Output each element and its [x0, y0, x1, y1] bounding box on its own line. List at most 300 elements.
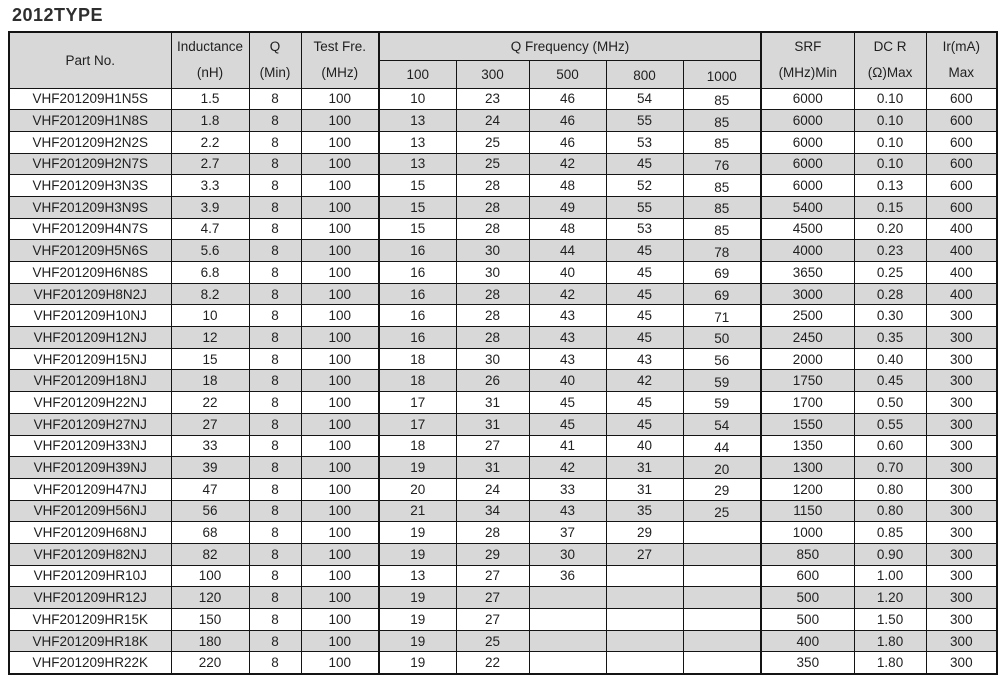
- cell-part_no: VHF201209HR22K: [9, 652, 171, 674]
- cell-ir: 400: [926, 262, 997, 284]
- cell-q100: 18: [379, 370, 456, 392]
- cell-ir: 600: [926, 110, 997, 132]
- header-dc-r-line1: DC R: [873, 39, 907, 55]
- cell-part_no: VHF201209H47NJ: [9, 478, 171, 500]
- cell-q300: 27: [456, 435, 529, 457]
- cell-q800: 35: [606, 500, 683, 522]
- table-row: [9, 262, 997, 284]
- cell-q1000: 85: [683, 175, 761, 197]
- header-ir-line1: Ir(mA): [942, 39, 981, 55]
- header-q500: 500: [529, 60, 606, 88]
- cell-inductance: 220: [171, 652, 249, 674]
- cell-q800: [606, 587, 683, 609]
- table-row: [9, 435, 997, 457]
- cell-part_no: VHF201209H12NJ: [9, 327, 171, 349]
- cell-q500: 43: [529, 348, 606, 370]
- cell-q500: 37: [529, 522, 606, 544]
- cell-test_fre: 100: [301, 175, 379, 197]
- cell-part_no: VHF201209H33NJ: [9, 435, 171, 457]
- cell-q1000: 56: [683, 348, 761, 370]
- cell-srf: 850: [761, 543, 854, 565]
- cell-q_min: 8: [249, 630, 301, 652]
- cell-test_fre: 100: [301, 110, 379, 132]
- table-row: [9, 305, 997, 327]
- header-inductance-line2: (nH): [196, 65, 224, 81]
- cell-q300: 25: [456, 131, 529, 153]
- cell-q1000: 20: [683, 457, 761, 479]
- cell-q100: 17: [379, 392, 456, 414]
- cell-test_fre: 100: [301, 500, 379, 522]
- cell-srf: 1300: [761, 457, 854, 479]
- cell-q800: 45: [606, 305, 683, 327]
- cell-dcr: 1.50: [854, 609, 926, 631]
- cell-inductance: 39: [171, 457, 249, 479]
- cell-srf: 3000: [761, 283, 854, 305]
- cell-q_min: 8: [249, 543, 301, 565]
- cell-q100: 16: [379, 262, 456, 284]
- cell-q500: 33: [529, 478, 606, 500]
- cell-q100: 13: [379, 131, 456, 153]
- cell-test_fre: 100: [301, 327, 379, 349]
- cell-inductance: 47: [171, 478, 249, 500]
- cell-srf: 400: [761, 630, 854, 652]
- cell-q500: 46: [529, 110, 606, 132]
- cell-part_no: VHF201209H22NJ: [9, 392, 171, 414]
- cell-q800: 40: [606, 435, 683, 457]
- table-row: [9, 370, 997, 392]
- cell-q_min: 8: [249, 175, 301, 197]
- cell-inductance: 120: [171, 587, 249, 609]
- cell-q_min: 8: [249, 283, 301, 305]
- cell-inductance: 6.8: [171, 262, 249, 284]
- cell-q500: 40: [529, 262, 606, 284]
- cell-q_min: 8: [249, 327, 301, 349]
- cell-q800: 45: [606, 240, 683, 262]
- cell-q500: 48: [529, 218, 606, 240]
- cell-q1000: [683, 522, 761, 544]
- cell-srf: 5400: [761, 196, 854, 218]
- cell-q300: 30: [456, 348, 529, 370]
- cell-q300: 28: [456, 218, 529, 240]
- cell-dcr: 0.10: [854, 88, 926, 110]
- cell-dcr: 0.60: [854, 435, 926, 457]
- cell-inductance: 12: [171, 327, 249, 349]
- cell-dcr: 0.30: [854, 305, 926, 327]
- cell-q500: 42: [529, 153, 606, 175]
- cell-part_no: VHF201209HR10J: [9, 565, 171, 587]
- cell-q100: 19: [379, 543, 456, 565]
- cell-ir: 300: [926, 522, 997, 544]
- table-row: [9, 587, 997, 609]
- table-row: [9, 392, 997, 414]
- header-dc-r-line2: (Ω)Max: [867, 65, 913, 81]
- cell-q500: 30: [529, 543, 606, 565]
- cell-q_min: 8: [249, 609, 301, 631]
- cell-q800: 45: [606, 392, 683, 414]
- cell-q1000: 25: [683, 500, 761, 522]
- cell-srf: 1200: [761, 478, 854, 500]
- table-row: [9, 652, 997, 674]
- cell-q1000: 50: [683, 327, 761, 349]
- table-row: [9, 413, 997, 435]
- cell-q1000: 85: [683, 218, 761, 240]
- cell-test_fre: 100: [301, 240, 379, 262]
- cell-inductance: 8.2: [171, 283, 249, 305]
- cell-q300: 28: [456, 305, 529, 327]
- table-row: [9, 153, 997, 175]
- cell-part_no: VHF201209H6N8S: [9, 262, 171, 284]
- cell-srf: 1150: [761, 500, 854, 522]
- cell-test_fre: 100: [301, 565, 379, 587]
- cell-inductance: 100: [171, 565, 249, 587]
- cell-q300: 28: [456, 283, 529, 305]
- cell-q_min: 8: [249, 88, 301, 110]
- header-srf-line2: (MHz)Min: [778, 65, 838, 81]
- cell-q_min: 8: [249, 153, 301, 175]
- table-row: [9, 240, 997, 262]
- cell-dcr: 0.28: [854, 283, 926, 305]
- cell-dcr: 0.10: [854, 110, 926, 132]
- cell-dcr: 0.40: [854, 348, 926, 370]
- cell-test_fre: 100: [301, 435, 379, 457]
- cell-test_fre: 100: [301, 652, 379, 674]
- cell-q500: 45: [529, 413, 606, 435]
- cell-q800: 31: [606, 457, 683, 479]
- cell-part_no: VHF201209H8N2J: [9, 283, 171, 305]
- cell-q_min: 8: [249, 262, 301, 284]
- cell-dcr: 0.13: [854, 175, 926, 197]
- table-row: [9, 522, 997, 544]
- cell-part_no: VHF201209H18NJ: [9, 370, 171, 392]
- cell-ir: 600: [926, 131, 997, 153]
- cell-q500: [529, 609, 606, 631]
- cell-inductance: 4.7: [171, 218, 249, 240]
- cell-q500: [529, 630, 606, 652]
- cell-srf: 6000: [761, 88, 854, 110]
- cell-q100: 18: [379, 435, 456, 457]
- cell-q500: [529, 587, 606, 609]
- cell-ir: 300: [926, 413, 997, 435]
- cell-test_fre: 100: [301, 609, 379, 631]
- cell-q_min: 8: [249, 457, 301, 479]
- header-srf: [761, 32, 854, 88]
- cell-test_fre: 100: [301, 153, 379, 175]
- cell-q500: 43: [529, 327, 606, 349]
- cell-q800: [606, 652, 683, 674]
- cell-srf: 6000: [761, 110, 854, 132]
- cell-q_min: 8: [249, 565, 301, 587]
- cell-q800: 45: [606, 283, 683, 305]
- cell-test_fre: 100: [301, 522, 379, 544]
- table-body: [9, 88, 997, 674]
- cell-q500: 46: [529, 88, 606, 110]
- cell-ir: 300: [926, 565, 997, 587]
- cell-q100: 19: [379, 522, 456, 544]
- cell-inductance: 22: [171, 392, 249, 414]
- cell-ir: 300: [926, 478, 997, 500]
- cell-q_min: 8: [249, 587, 301, 609]
- cell-q_min: 8: [249, 196, 301, 218]
- cell-q500: 36: [529, 565, 606, 587]
- cell-q800: 52: [606, 175, 683, 197]
- cell-srf: 1550: [761, 413, 854, 435]
- cell-q100: 16: [379, 283, 456, 305]
- cell-srf: 4500: [761, 218, 854, 240]
- header-q-min-line1: Q: [269, 39, 281, 55]
- cell-q1000: 85: [683, 196, 761, 218]
- cell-srf: 1700: [761, 392, 854, 414]
- cell-q800: 45: [606, 327, 683, 349]
- table-row: [9, 348, 997, 370]
- cell-srf: 4000: [761, 240, 854, 262]
- cell-q100: 19: [379, 630, 456, 652]
- cell-q1000: 54: [683, 413, 761, 435]
- header-q-frequency-group: Q Frequency (MHz): [379, 32, 761, 60]
- header-test-fre-line1: Test Fre.: [313, 39, 366, 55]
- cell-q100: 18: [379, 348, 456, 370]
- table-row: [9, 283, 997, 305]
- cell-q300: 23: [456, 88, 529, 110]
- cell-q300: 25: [456, 630, 529, 652]
- cell-part_no: VHF201209H10NJ: [9, 305, 171, 327]
- cell-q_min: 8: [249, 218, 301, 240]
- cell-q300: 34: [456, 500, 529, 522]
- cell-ir: 300: [926, 587, 997, 609]
- cell-q1000: 85: [683, 110, 761, 132]
- cell-ir: 600: [926, 153, 997, 175]
- header-srf-line1: SRF: [794, 39, 822, 55]
- cell-q1000: [683, 609, 761, 631]
- cell-q_min: 8: [249, 305, 301, 327]
- cell-srf: 6000: [761, 131, 854, 153]
- cell-ir: 300: [926, 392, 997, 414]
- cell-test_fre: 100: [301, 305, 379, 327]
- cell-q300: 25: [456, 153, 529, 175]
- cell-q500: 46: [529, 131, 606, 153]
- cell-q800: 31: [606, 478, 683, 500]
- cell-part_no: VHF201209H2N2S: [9, 131, 171, 153]
- cell-srf: 500: [761, 609, 854, 631]
- cell-inductance: 33: [171, 435, 249, 457]
- header-q-min: [249, 32, 301, 88]
- cell-ir: 300: [926, 457, 997, 479]
- cell-q1000: 59: [683, 392, 761, 414]
- header-ir-line2: Max: [948, 65, 975, 81]
- cell-dcr: 1.80: [854, 630, 926, 652]
- cell-inductance: 15: [171, 348, 249, 370]
- cell-test_fre: 100: [301, 283, 379, 305]
- cell-q800: 55: [606, 110, 683, 132]
- cell-ir: 300: [926, 630, 997, 652]
- cell-q500: 43: [529, 305, 606, 327]
- cell-ir: 300: [926, 370, 997, 392]
- cell-q300: 30: [456, 262, 529, 284]
- cell-q_min: 8: [249, 370, 301, 392]
- cell-part_no: VHF201209HR12J: [9, 587, 171, 609]
- cell-q800: 55: [606, 196, 683, 218]
- cell-q300: 30: [456, 240, 529, 262]
- cell-q500: 43: [529, 500, 606, 522]
- cell-srf: 2500: [761, 305, 854, 327]
- cell-q800: 29: [606, 522, 683, 544]
- cell-q300: 24: [456, 478, 529, 500]
- cell-inductance: 5.6: [171, 240, 249, 262]
- cell-q1000: 71: [683, 305, 761, 327]
- header-q100: 100: [379, 60, 456, 88]
- cell-q100: 15: [379, 196, 456, 218]
- cell-q800: [606, 630, 683, 652]
- cell-test_fre: 100: [301, 131, 379, 153]
- cell-srf: 2450: [761, 327, 854, 349]
- cell-q800: 54: [606, 88, 683, 110]
- cell-q_min: 8: [249, 240, 301, 262]
- cell-test_fre: 100: [301, 196, 379, 218]
- cell-ir: 300: [926, 348, 997, 370]
- cell-inductance: 10: [171, 305, 249, 327]
- cell-part_no: VHF201209H82NJ: [9, 543, 171, 565]
- cell-srf: 1350: [761, 435, 854, 457]
- cell-ir: 300: [926, 543, 997, 565]
- cell-test_fre: 100: [301, 457, 379, 479]
- cell-q_min: 8: [249, 348, 301, 370]
- cell-q100: 19: [379, 652, 456, 674]
- cell-q100: 20: [379, 478, 456, 500]
- table-row: [9, 565, 997, 587]
- page-title: 2012TYPE: [12, 5, 104, 25]
- cell-q1000: 59: [683, 370, 761, 392]
- cell-q1000: 69: [683, 283, 761, 305]
- cell-inductance: 82: [171, 543, 249, 565]
- cell-dcr: 0.15: [854, 196, 926, 218]
- cell-srf: 350: [761, 652, 854, 674]
- cell-q300: 28: [456, 175, 529, 197]
- cell-q500: 45: [529, 392, 606, 414]
- cell-q300: 22: [456, 652, 529, 674]
- cell-q500: 42: [529, 283, 606, 305]
- cell-dcr: 0.10: [854, 131, 926, 153]
- cell-ir: 300: [926, 609, 997, 631]
- cell-dcr: 0.20: [854, 218, 926, 240]
- cell-ir: 400: [926, 218, 997, 240]
- cell-q300: 27: [456, 587, 529, 609]
- cell-inductance: 3.9: [171, 196, 249, 218]
- cell-srf: 1750: [761, 370, 854, 392]
- cell-q1000: 78: [683, 240, 761, 262]
- cell-q100: 19: [379, 457, 456, 479]
- cell-ir: 600: [926, 88, 997, 110]
- cell-q500: 40: [529, 370, 606, 392]
- cell-inductance: 2.7: [171, 153, 249, 175]
- cell-test_fre: 100: [301, 543, 379, 565]
- table-row: [9, 609, 997, 631]
- cell-test_fre: 100: [301, 587, 379, 609]
- header-part-no: Part No.: [9, 32, 171, 88]
- header-q300: 300: [456, 60, 529, 88]
- cell-q300: 26: [456, 370, 529, 392]
- cell-inductance: 150: [171, 609, 249, 631]
- cell-dcr: 0.23: [854, 240, 926, 262]
- cell-q1000: 76: [683, 153, 761, 175]
- cell-q300: 27: [456, 609, 529, 631]
- cell-q300: 29: [456, 543, 529, 565]
- cell-inductance: 2.2: [171, 131, 249, 153]
- cell-q300: 31: [456, 413, 529, 435]
- cell-q1000: [683, 630, 761, 652]
- cell-q1000: 44: [683, 435, 761, 457]
- cell-q_min: 8: [249, 522, 301, 544]
- cell-dcr: 1.80: [854, 652, 926, 674]
- header-q-min-line2: (Min): [259, 65, 291, 81]
- cell-dcr: 0.25: [854, 262, 926, 284]
- cell-inductance: 180: [171, 630, 249, 652]
- cell-q500: 44: [529, 240, 606, 262]
- cell-inductance: 56: [171, 500, 249, 522]
- cell-q800: [606, 609, 683, 631]
- header-test-fre-line2: (MHz): [321, 65, 359, 81]
- table-row: [9, 175, 997, 197]
- header-q1000: 1000: [683, 60, 761, 88]
- cell-q300: 28: [456, 196, 529, 218]
- cell-q800: 27: [606, 543, 683, 565]
- cell-inductance: 68: [171, 522, 249, 544]
- cell-q500: 41: [529, 435, 606, 457]
- header-q800: 800: [606, 60, 683, 88]
- table-row: [9, 131, 997, 153]
- cell-ir: 600: [926, 196, 997, 218]
- cell-q300: 27: [456, 565, 529, 587]
- table-row: [9, 478, 997, 500]
- cell-srf: 500: [761, 587, 854, 609]
- cell-q100: 13: [379, 565, 456, 587]
- cell-ir: 400: [926, 283, 997, 305]
- cell-q1000: [683, 587, 761, 609]
- cell-ir: 300: [926, 652, 997, 674]
- cell-inductance: 27: [171, 413, 249, 435]
- cell-part_no: VHF201209H3N9S: [9, 196, 171, 218]
- cell-q100: 15: [379, 218, 456, 240]
- cell-dcr: 0.45: [854, 370, 926, 392]
- cell-q800: 53: [606, 218, 683, 240]
- cell-inductance: 1.5: [171, 88, 249, 110]
- cell-q300: 31: [456, 457, 529, 479]
- cell-dcr: 0.80: [854, 478, 926, 500]
- cell-q100: 19: [379, 587, 456, 609]
- table-row: [9, 630, 997, 652]
- cell-q_min: 8: [249, 435, 301, 457]
- cell-q500: 49: [529, 196, 606, 218]
- cell-q800: 42: [606, 370, 683, 392]
- cell-q100: 16: [379, 327, 456, 349]
- cell-q1000: 69: [683, 262, 761, 284]
- cell-part_no: VHF201209H27NJ: [9, 413, 171, 435]
- table-row: [9, 110, 997, 132]
- cell-dcr: 0.90: [854, 543, 926, 565]
- cell-q100: 19: [379, 609, 456, 631]
- cell-test_fre: 100: [301, 218, 379, 240]
- cell-test_fre: 100: [301, 348, 379, 370]
- cell-q800: 45: [606, 153, 683, 175]
- cell-q500: 48: [529, 175, 606, 197]
- cell-part_no: VHF201209H4N7S: [9, 218, 171, 240]
- cell-q1000: 85: [683, 88, 761, 110]
- header-inductance-line1: Inductance: [176, 39, 244, 55]
- cell-srf: 1000: [761, 522, 854, 544]
- table-row: [9, 500, 997, 522]
- cell-q300: 24: [456, 110, 529, 132]
- cell-q300: 28: [456, 522, 529, 544]
- cell-q800: 45: [606, 413, 683, 435]
- cell-part_no: VHF201209H56NJ: [9, 500, 171, 522]
